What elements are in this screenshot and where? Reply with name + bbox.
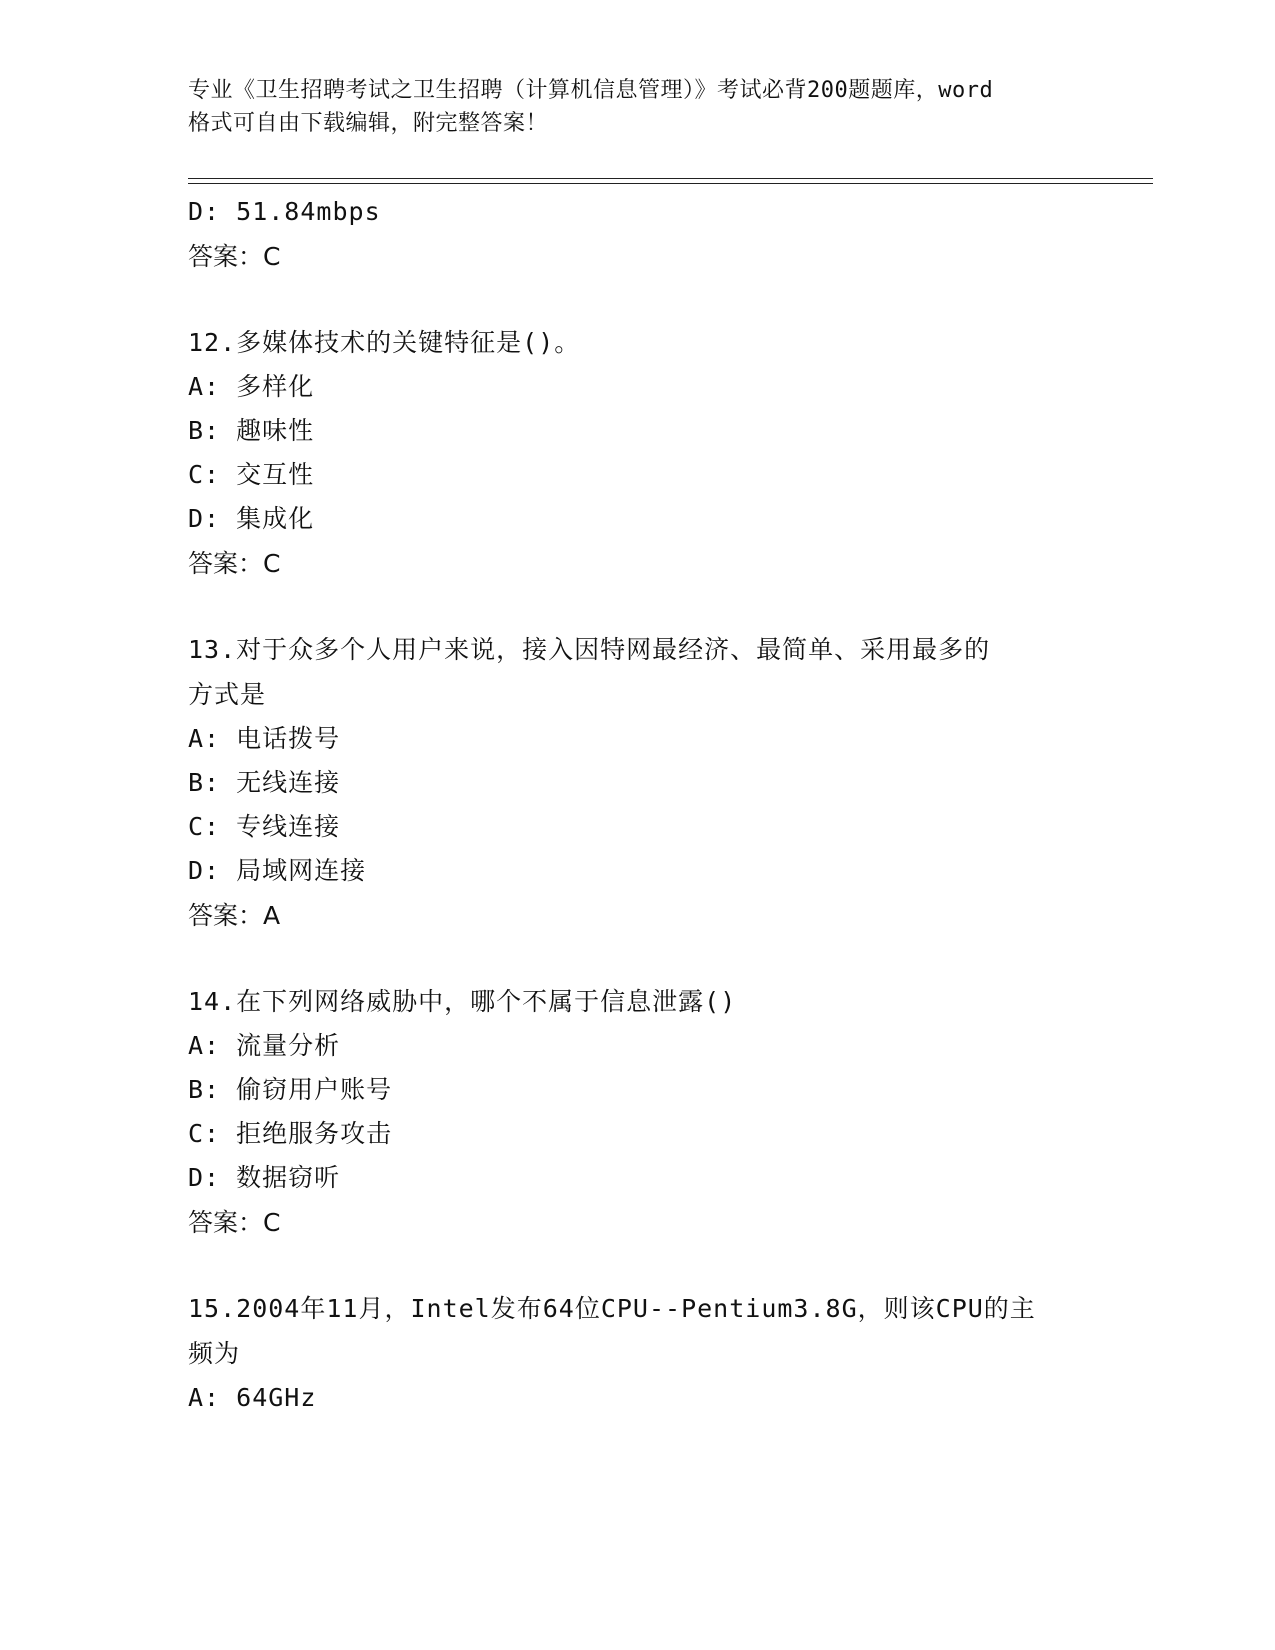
answer-line: 答案：A — [188, 901, 281, 930]
spacer — [188, 280, 1118, 320]
question-content — [188, 190, 1118, 1420]
question-stem: 14.在下列网络威胁中，哪个不属于信息泄露() — [188, 987, 737, 1016]
option-d: D: 51.84mbps — [188, 197, 381, 226]
question-stem: 12.多媒体技术的关键特征是()。 — [188, 328, 581, 357]
question-stem-continued: 方式是 — [188, 680, 267, 709]
option-d: D: 数据窃听 — [188, 1163, 341, 1192]
option-a: A: 多样化 — [188, 372, 315, 401]
question-15 — [188, 1286, 1118, 1420]
option-c: C: 交互性 — [188, 460, 315, 489]
question-13 — [188, 627, 1118, 939]
spacer — [188, 939, 1118, 979]
answer-line: 答案：C — [188, 242, 281, 271]
option-d: D: 局域网连接 — [188, 856, 367, 885]
question-12 — [188, 320, 1118, 587]
spacer — [188, 587, 1118, 627]
answer-line: 答案：C — [188, 549, 281, 578]
option-c: C: 拒绝服务攻击 — [188, 1119, 393, 1148]
question-stem-continued: 频为 — [188, 1339, 241, 1368]
answer-line: 答案：C — [188, 1208, 281, 1237]
option-a: A: 流量分析 — [188, 1031, 341, 1060]
document-header — [188, 74, 1088, 140]
question-stem: 13.对于众多个人用户来说，接入因特网最经济、最简单、采用最多的 — [188, 635, 991, 664]
option-c: C: 专线连接 — [188, 812, 341, 841]
option-b: B: 偷窃用户账号 — [188, 1075, 393, 1104]
option-a: A: 64GHz — [188, 1383, 317, 1412]
question-stem: 15.2004年11月，Intel发布64位CPU--Pentium3.8G，则该CPU的主 — [188, 1294, 1036, 1323]
question-14 — [188, 979, 1118, 1246]
header-divider-bottom — [188, 183, 1153, 184]
header-divider-top — [188, 178, 1153, 179]
option-d: D: 集成化 — [188, 504, 315, 533]
header-line-1: 专业《卫生招聘考试之卫生招聘（计算机信息管理）》考试必背200题题库，word — [188, 78, 994, 103]
option-b: B: 趣味性 — [188, 416, 315, 445]
option-a: A: 电话拨号 — [188, 724, 341, 753]
header-line-2: 格式可自由下载编辑，附完整答案！ — [188, 111, 549, 136]
spacer — [188, 1246, 1118, 1286]
option-b: B: 无线连接 — [188, 768, 341, 797]
